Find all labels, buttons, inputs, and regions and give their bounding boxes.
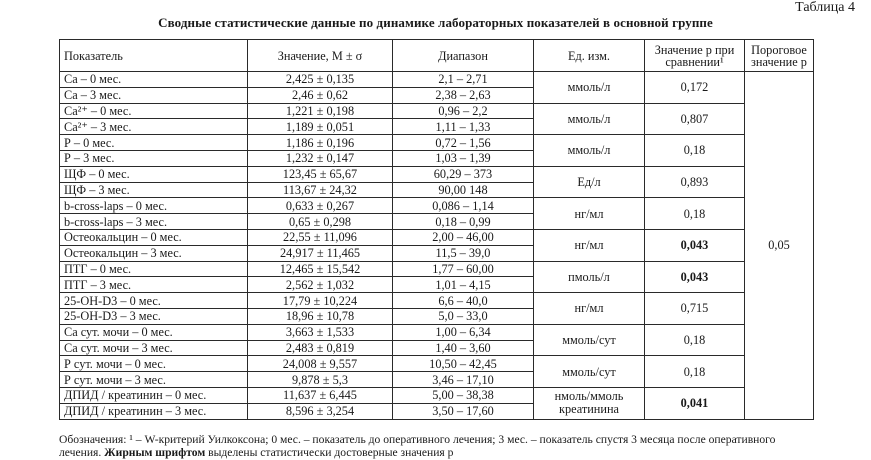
range-cell: 90,00 148 (393, 182, 534, 198)
range-cell: 5,00 – 38,38 (393, 387, 534, 403)
value-cell: 2,46 ± 0,62 (248, 87, 393, 103)
table-number: Таблица 4 (795, 0, 855, 15)
indicator-cell: Р – 0 мес. (60, 135, 248, 151)
range-cell: 1,11 – 1,33 (393, 119, 534, 135)
indicator-cell: 25-ОН-D3 – 3 мес. (60, 308, 248, 324)
unit-cell: ммоль/л (534, 103, 645, 135)
indicator-cell: Са сут. мочи – 3 мес. (60, 340, 248, 356)
table-row (60, 135, 814, 151)
p-value-cell: 0,715 (645, 293, 745, 325)
p-value-cell: 0,172 (645, 72, 745, 104)
header-unit: Ед. изм. (534, 40, 645, 72)
value-cell: 2,483 ± 0,819 (248, 340, 393, 356)
unit-cell: ммоль/л (534, 72, 645, 104)
table-row (60, 229, 814, 245)
header-value: Значение, M ± σ (248, 40, 393, 72)
value-cell: 113,67 ± 24,32 (248, 182, 393, 198)
indicator-cell: Са²⁺ – 3 мес. (60, 119, 248, 135)
footnote-text: Обозначения: ¹ – W-критерий Уилкоксона; 0 мес. – показатель до оперативного лечения; 3 мес. – показатель спустя 3 месяца после оперативного лечения. (59, 433, 776, 459)
unit-cell: Ед/л (534, 166, 645, 198)
indicator-cell: ПТГ – 0 мес. (60, 261, 248, 277)
value-cell: 1,186 ± 0,196 (248, 135, 393, 151)
p-value-cell: 0,18 (645, 198, 745, 230)
unit-cell: пмоль/л (534, 261, 645, 293)
value-cell: 24,008 ± 9,557 (248, 356, 393, 372)
table-row (60, 103, 814, 119)
table-row (60, 293, 814, 309)
indicator-cell: Са – 0 мес. (60, 72, 248, 88)
range-cell: 3,50 – 17,60 (393, 403, 534, 419)
p-value-cell: 0,18 (645, 135, 745, 167)
value-cell: 9,878 ± 5,3 (248, 372, 393, 388)
unit-cell: ммоль/сут (534, 356, 645, 388)
indicator-cell: Са сут. мочи – 0 мес. (60, 324, 248, 340)
indicator-cell: Р – 3 мес. (60, 150, 248, 166)
indicator-cell: 25-ОН-D3 – 0 мес. (60, 293, 248, 309)
value-cell: 1,221 ± 0,198 (248, 103, 393, 119)
threshold-cell: 0,05 (745, 72, 814, 420)
range-cell: 0,086 – 1,14 (393, 198, 534, 214)
value-cell: 0,633 ± 0,267 (248, 198, 393, 214)
range-cell: 1,03 – 1,39 (393, 150, 534, 166)
value-cell: 8,596 ± 3,254 (248, 403, 393, 419)
unit-cell: нмоль/ммоль креатинина (534, 387, 645, 419)
indicator-cell: Остеокальцин – 0 мес. (60, 229, 248, 245)
header-indicator: Показатель (60, 40, 248, 72)
range-cell: 5,0 – 33,0 (393, 308, 534, 324)
value-cell: 17,79 ± 10,224 (248, 293, 393, 309)
p-value-cell: 0,043 (645, 229, 745, 261)
value-cell: 123,45 ± 65,67 (248, 166, 393, 182)
p-value-cell: 0,18 (645, 324, 745, 356)
unit-cell: нг/мл (534, 198, 645, 230)
range-cell: 2,00 – 46,00 (393, 229, 534, 245)
unit-cell: нг/мл (534, 293, 645, 325)
p-value-cell: 0,807 (645, 103, 745, 135)
footnote-bold-text: Жирным шрифтом (104, 446, 206, 459)
value-cell: 18,96 ± 10,78 (248, 308, 393, 324)
table-caption: Сводные статистические данные по динамике лабораторных показателей в основной группе (158, 15, 713, 30)
indicator-cell: ЩФ – 0 мес. (60, 166, 248, 182)
table-row (60, 198, 814, 214)
range-cell: 3,46 – 17,10 (393, 372, 534, 388)
table-body (60, 72, 814, 420)
table-row (60, 166, 814, 182)
indicator-cell: ДПИД / креатинин – 3 мес. (60, 403, 248, 419)
footnote-text-end: выделены статистически достоверные значения р (205, 446, 454, 459)
value-cell: 12,465 ± 15,542 (248, 261, 393, 277)
table-row (60, 72, 814, 88)
value-cell: 0,65 ± 0,298 (248, 214, 393, 230)
value-cell: 3,663 ± 1,533 (248, 324, 393, 340)
range-cell: 1,40 – 3,60 (393, 340, 534, 356)
range-cell: 2,38 – 2,63 (393, 87, 534, 103)
table-header-row (60, 40, 814, 72)
table-row (60, 356, 814, 372)
value-cell: 1,232 ± 0,147 (248, 150, 393, 166)
range-cell: 6,6 – 40,0 (393, 293, 534, 309)
unit-cell: ммоль/л (534, 135, 645, 167)
p-value-cell: 0,041 (645, 387, 745, 419)
value-cell: 24,917 ± 11,465 (248, 245, 393, 261)
value-cell: 11,637 ± 6,445 (248, 387, 393, 403)
value-cell: 22,55 ± 11,096 (248, 229, 393, 245)
table-row (60, 261, 814, 277)
p-value-cell: 0,043 (645, 261, 745, 293)
range-cell: 10,50 – 42,45 (393, 356, 534, 372)
table-row (60, 387, 814, 403)
range-cell: 60,29 – 373 (393, 166, 534, 182)
range-cell: 0,18 – 0,99 (393, 214, 534, 230)
table-footnote (59, 433, 819, 459)
value-cell: 2,425 ± 0,135 (248, 72, 393, 88)
header-threshold: Пороговое значение p (745, 40, 814, 72)
p-value-cell: 0,893 (645, 166, 745, 198)
range-cell: 11,5 – 39,0 (393, 245, 534, 261)
p-value-cell: 0,18 (645, 356, 745, 388)
range-cell: 0,96 – 2,2 (393, 103, 534, 119)
table-row (60, 324, 814, 340)
lab-results-table (59, 39, 814, 420)
indicator-cell: Р сут. мочи – 3 мес. (60, 372, 248, 388)
range-cell: 0,72 – 1,56 (393, 135, 534, 151)
range-cell: 1,00 – 6,34 (393, 324, 534, 340)
header-range: Диапазон (393, 40, 534, 72)
indicator-cell: b-cross-laps – 0 мес. (60, 198, 248, 214)
range-cell: 1,77 – 60,00 (393, 261, 534, 277)
indicator-cell: Са²⁺ – 0 мес. (60, 103, 248, 119)
header-p-value: Значение p при сравнении¹ (645, 40, 745, 72)
value-cell: 1,189 ± 0,051 (248, 119, 393, 135)
unit-cell: нг/мл (534, 229, 645, 261)
indicator-cell: Р сут. мочи – 0 мес. (60, 356, 248, 372)
indicator-cell: Са – 3 мес. (60, 87, 248, 103)
indicator-cell: ЩФ – 3 мес. (60, 182, 248, 198)
indicator-cell: ДПИД / креатинин – 0 мес. (60, 387, 248, 403)
value-cell: 2,562 ± 1,032 (248, 277, 393, 293)
indicator-cell: Остеокальцин – 3 мес. (60, 245, 248, 261)
indicator-cell: ПТГ – 3 мес. (60, 277, 248, 293)
unit-cell: ммоль/сут (534, 324, 645, 356)
range-cell: 2,1 – 2,71 (393, 72, 534, 88)
indicator-cell: b-cross-laps – 3 мес. (60, 214, 248, 230)
range-cell: 1,01 – 4,15 (393, 277, 534, 293)
